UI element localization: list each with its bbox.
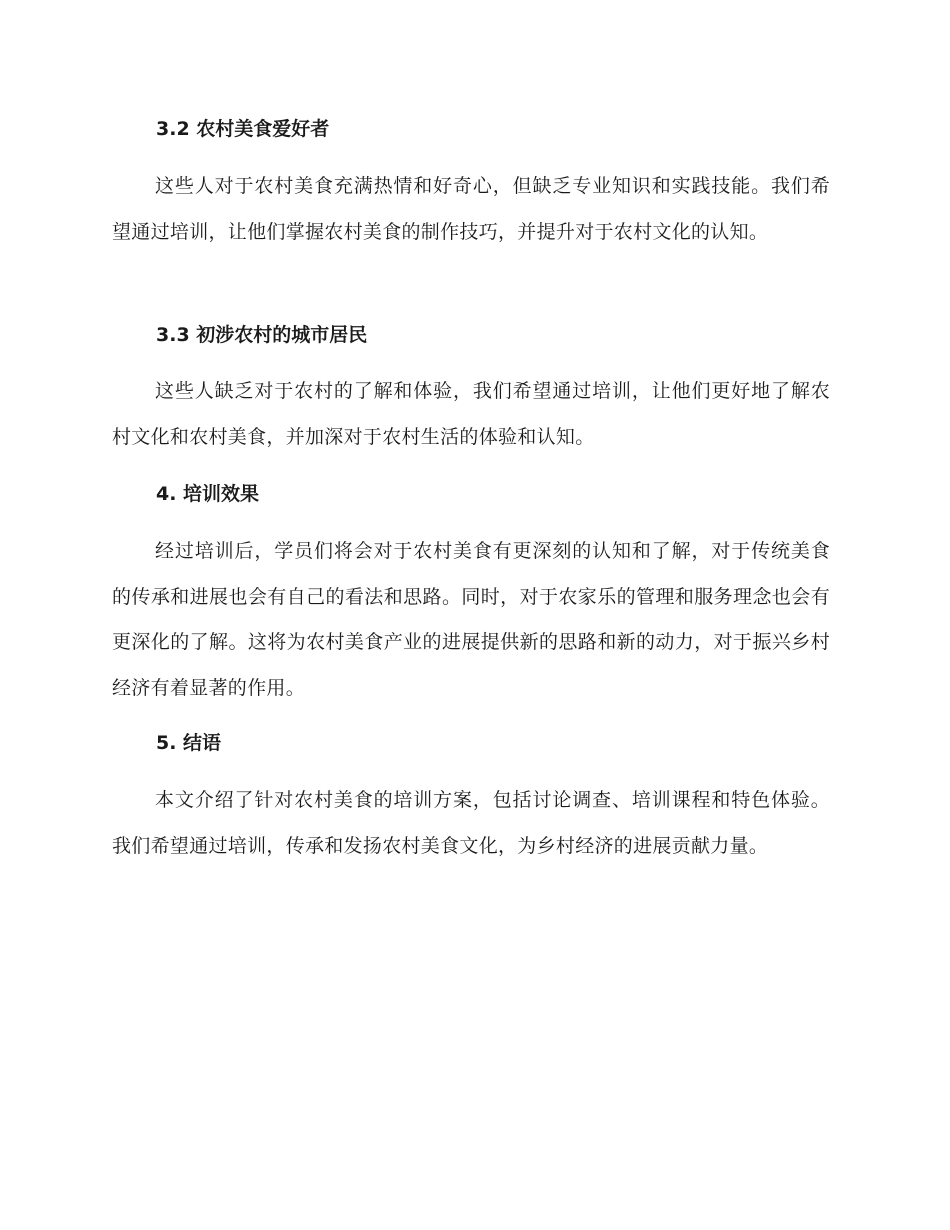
section-heading-5: 5. 结语 xyxy=(156,732,222,754)
section-paragraph-3-2: 这些人对于农村美食充满热情和好奇心，但缺乏专业知识和实践技能。我们希望通过培训，让他们掌握农村美食的制作技巧，并提升对于农村文化的认知。 xyxy=(112,175,830,243)
section-paragraph-5: 本文介绍了针对农村美食的培训方案，包括讨论调查、培训课程和特色体验。我们希望通过培训，传承和发扬农村美食文化，为乡村经济的进展贡献力量。 xyxy=(112,789,830,857)
section-paragraph-3-3: 这些人缺乏对于农村的了解和体验，我们希望通过培训，让他们更好地了解农村文化和农村美食，并加深对于农村生活的体验和认知。 xyxy=(112,380,830,448)
section-heading-3-3: 3.3 初涉农村的城市居民 xyxy=(156,324,368,346)
section-heading-3-2: 3.2 农村美食爱好者 xyxy=(156,118,330,140)
section-heading-4: 4. 培训效果 xyxy=(156,483,260,505)
section-paragraph-4: 经过培训后，学员们将会对于农村美食有更深刻的认知和了解，对于传统美食的传承和进展也会有自己的看法和思路。同时，对于农家乐的管理和服务理念也会有更深化的了解。这将为农村美食产业的进展提供新的思路和新的动力，对于振兴乡村经济有着显著的作用。 xyxy=(112,540,830,699)
